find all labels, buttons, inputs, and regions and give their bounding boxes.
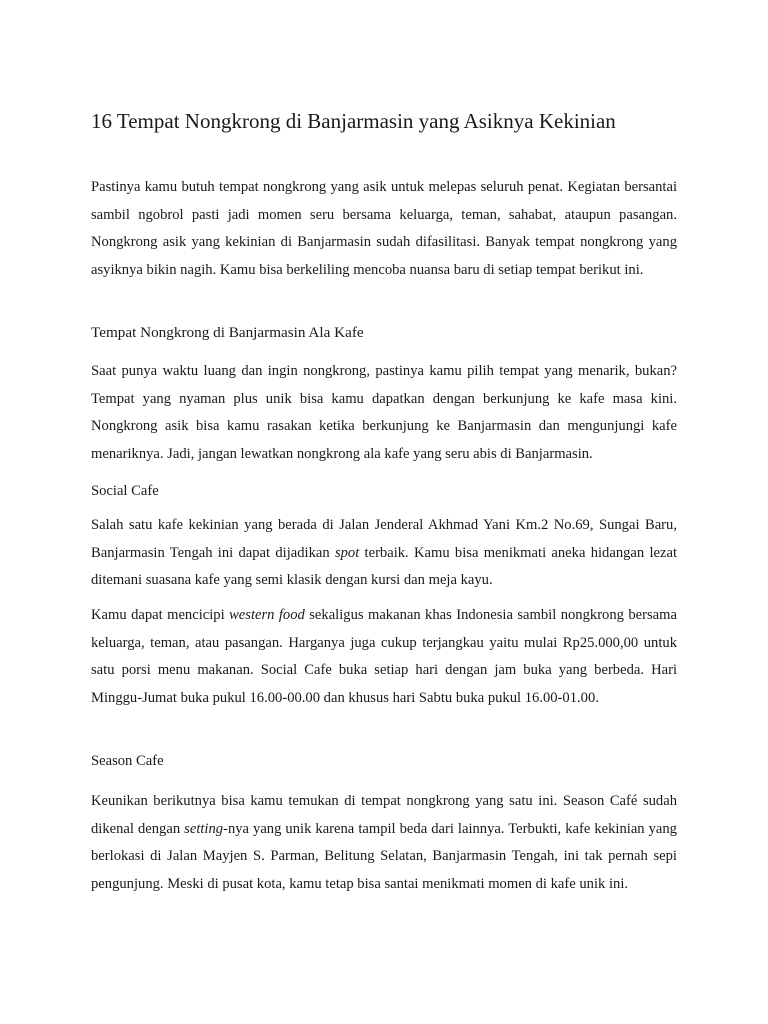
social-cafe-p2-text-end: sekaligus makanan khas Indonesia sambil nongkrong bersama keluarga, teman, atau pasangan. Harganya juga cukup terjangkau yaitu mulai Rp25.000,00 untuk satu porsi menu makanan. Social Cafe buka setiap hari dengan jam buka yang berbeda. Hari Minggu-Jumat buka pukul 16.00-00.00 dan khusus hari Sabtu buka pukul 16.00-01.00. (91, 607, 677, 706)
social-cafe-p1-italic: spot (334, 544, 360, 561)
season-cafe-p1-text: Keunikan berikutnya bisa kamu temukan di tempat nongkrong yang satu ini. Season Café sudah dikenal dengan (91, 793, 677, 837)
social-cafe-heading: Social Cafe (91, 483, 159, 499)
social-cafe-p2-text: Kamu dapat mencicipi (91, 607, 230, 623)
season-cafe-p1-italic: setting (184, 820, 224, 837)
social-cafe-paragraph-2 (91, 602, 677, 712)
document-title: 16 Tempat Nongkrong di Banjarmasin yang Asiknya Kekinian (91, 109, 616, 133)
section-heading: Tempat Nongkrong di Banjarmasin Ala Kafe (91, 324, 364, 341)
season-cafe-p1-text-end: -nya yang unik karena tampil beda dari lainnya. Terbukti, kafe kekinian yang berlokasi di Jalan Mayjen S. Parman, Belitung Selatan, Banjarmasin Tengah, ini tak pernah sepi pengunjung. Meski di pusat kota, kamu tetap bisa santai menikmati momen di kafe unik ini. (91, 820, 677, 892)
season-cafe-heading: Season Cafe (91, 753, 164, 769)
section-intro-paragraph: Saat punya waktu luang dan ingin nongkrong, pastinya kamu pilih tempat yang menarik, bukan? Tempat yang nyaman plus unik bisa kamu dapatkan dengan berkunjung ke kafe masa kini. Nongkrong asik bisa kamu rasakan ketika berkunjung ke Banjarmasin dan mengunjungi kafe menariknya. Jadi, jangan lewatkan nongkrong ala kafe yang seru abis di Banjarmasin. (91, 363, 677, 462)
social-cafe-p2-italic: western food (229, 607, 305, 623)
season-cafe-paragraph-1 (91, 788, 677, 898)
intro-paragraph: Pastinya kamu butuh tempat nongkrong yang asik untuk melepas seluruh penat. Kegiatan bersantai sambil ngobrol pasti jadi momen seru bersama keluarga, teman, sahabat, ataupun pasangan. Nongkrong asik yang kekinian di Banjarmasin sudah difasilitasi. Banyak tempat nongkrong yang asyiknya bikin nagih. Kamu bisa berkeliling mencoba nuansa baru di setiap tempat berikut ini. (91, 179, 677, 278)
social-cafe-p1-text: Salah satu kafe kekinian yang berada di Jalan Jenderal Akhmad Yani Km.2 No.69, Sungai Baru, Banjarmasin Tengah ini dapat dijadikan (91, 517, 677, 561)
social-cafe-paragraph-1 (91, 512, 677, 595)
social-cafe-p1-text-end: terbaik. Kamu bisa menikmati aneka hidangan lezat ditemani suasana kafe yang semi klasik dengan kursi dan meja kayu. (91, 544, 678, 589)
